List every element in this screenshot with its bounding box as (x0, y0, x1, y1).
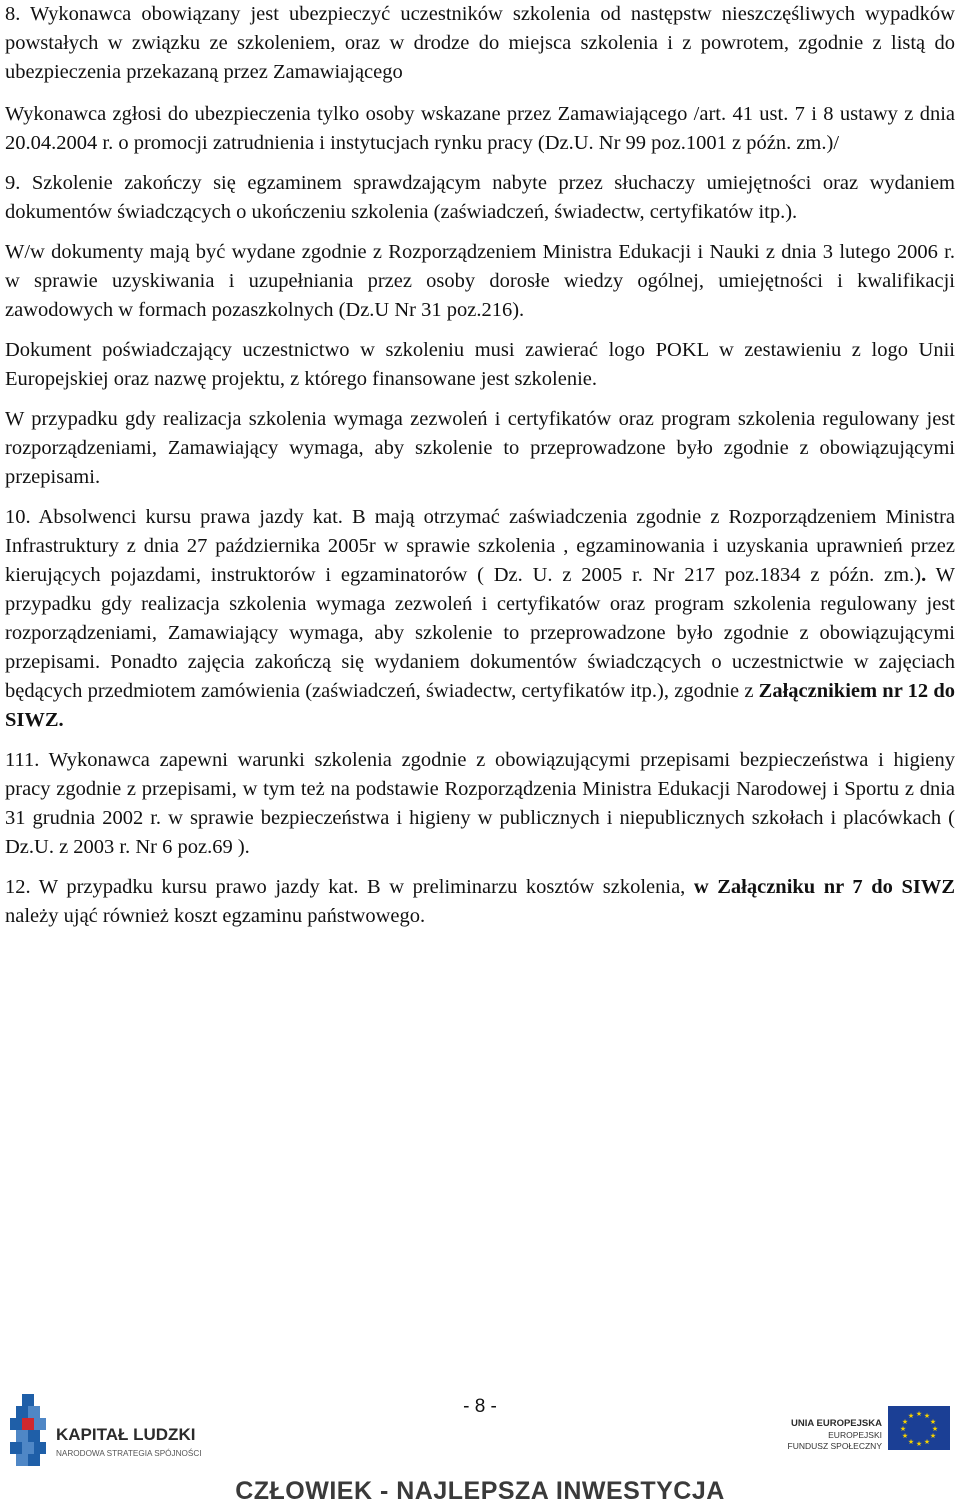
unia-europejska-logo (778, 1398, 956, 1468)
paragraph-10-text-1: 10. Absolwenci kursu prawa jazdy kat. B mają otrzymać zaświadczenia zgodnie z Rozporządzeniem Ministra Infrastruktury z dnia 27 października 2005r w sprawie szkolenia , egzaminowania i uzyskania uprawnień przez kierujących pojazdami, instruktorów i egzaminatorów ( Dz. U. z 2005 r. Nr 217 poz.1834 z późn. zm.) (5, 506, 955, 586)
paragraph-8-insurance: Wykonawca zgłosi do ubezpieczenia tylko osoby wskazane przez Zamawiającego /art. 41 ust. 7 i 8 ustawy z dnia 20.04.2004 r. o promocji zatrudnienia i instytucjach rynku pracy (Dz.U. Nr 99 poz.1001 z późn. zm.)/ (5, 103, 955, 154)
svg-text:★: ★ (931, 1425, 939, 1433)
kapital-ludzki-subtitle: NARODOWA STRATEGIA SPÓJNOŚCI (56, 1449, 202, 1458)
svg-text:★: ★ (915, 1440, 923, 1448)
page-number: - 8 - (463, 1396, 497, 1417)
eu-line-3: FUNDUSZ SPOŁECZNY (787, 1441, 882, 1451)
paragraph-9: 9. Szkolenie zakończy się egzaminem sprawdzającym nabyte przez słuchaczy umiejętności oraz wydaniem dokumentów świadczących o ukończeniu szkolenia (zaświadczeń, świadectw, certyfikatów itp.). (5, 172, 955, 223)
paragraph-11: 111. Wykonawca zapewni warunki szkolenia zgodnie z obowiązującymi przepisami bezpieczeństwa i higieny pracy zgodnie z przepisami, w tym też na podstawie Rozporządzenia Ministra Edukacji Narodowej i Sportu z dnia 31 grudnia 2002 r. w sprawie bezpieczeństwa i higieny w publicznych i niepublicznych szkołach i placówkach ( Dz.U. z 2003 r. Nr 6 poz.69 ). (5, 749, 955, 858)
svg-text:★: ★ (907, 1412, 915, 1420)
svg-text:★: ★ (923, 1438, 931, 1446)
document-body (5, 0, 955, 931)
paragraph-12 (5, 873, 955, 931)
eu-line-1: UNIA EUROPEJSKA (791, 1418, 882, 1429)
footer-slogan: CZŁOWIEK - NAJLEPSZA INWESTYCJA (235, 1477, 725, 1505)
eu-line-2: EUROPEJSKI (828, 1430, 882, 1440)
paragraph-10-attachment-ref: Załącznikiem nr 12 do SIWZ. (5, 680, 955, 731)
svg-text:★: ★ (923, 1412, 931, 1420)
paragraph-12-text-2: należy ująć również koszt egzaminu państwowego. (5, 905, 426, 927)
paragraph-9-permits: W przypadku gdy realizacja szkolenia wymaga zezwoleń i certyfikatów oraz program szkolenia regulowany jest rozporządzeniami, Zamawiający wymaga, aby szkolenie to przeprowadzone było zgodnie z obowiązującymi przepisami. (5, 408, 955, 488)
svg-text:★: ★ (901, 1418, 909, 1426)
svg-text:★: ★ (929, 1418, 937, 1426)
paragraph-9-documents: W/w dokumenty mają być wydane zgodnie z Rozporządzeniem Ministra Edukacji i Nauki z dnia 3 lutego 2006 r. w sprawie uzyskiwania i uzupełniania przez osoby dorosłe wiedzy ogólnej, umiejętności i kwalifikacji zawodowych w formach pozaszkolnych (Dz.U Nr 31 poz.216). (5, 241, 955, 321)
eu-flag-icon (888, 1406, 950, 1450)
paragraph-12-text-1: 12. W przypadku kursu prawo jazdy kat. B w preliminarzu kosztów szkolenia, (5, 876, 694, 898)
paragraph-8: 8. Wykonawca obowiązany jest ubezpieczyć uczestników szkolenia od następstw nieszczęśliwych wypadków powstałych w związku ze szkoleniem, oraz w drodze do miejsca szkolenia i z powrotem, zgodnie z listą do ubezpieczenia przekazaną przez Zamawiającego (5, 3, 955, 83)
kapital-ludzki-logo (8, 1392, 244, 1472)
svg-text:★: ★ (907, 1438, 915, 1446)
kapital-ludzki-emblem (10, 1394, 46, 1466)
svg-text:★: ★ (899, 1425, 907, 1433)
kapital-ludzki-title: KAPITAŁ LUDZKI (56, 1425, 196, 1444)
svg-text:★: ★ (929, 1432, 937, 1440)
paragraph-10-text-2: W przypadku gdy realizacja szkolenia wymaga zezwoleń i certyfikatów oraz program szkolenia regulowany jest rozporządzeniami, Zamawiający wymaga, aby szkolenie to przeprowadzone było zgodnie z obowiązującymi przepisami. Ponadto zajęcia zakończą się wydaniem dokumentów świadczących o uczestnictwie w zajęciach będących przedmiotem zamówienia (zaświadczeń, świadectw, certyfikatów itp.), zgodnie z (5, 564, 955, 702)
paragraph-10-bold-dot: . (921, 564, 927, 586)
paragraph-10 (5, 503, 955, 735)
svg-text:★: ★ (915, 1410, 923, 1418)
svg-text:★: ★ (901, 1432, 909, 1440)
paragraph-9-pokl-logo: Dokument poświadczający uczestnictwo w szkoleniu musi zawierać logo POKL w zestawieniu z logo Unii Europejskiej oraz nazwę projektu, z którego finansowane jest szkolenie. (5, 339, 955, 390)
paragraph-12-attachment-ref: w Załączniku nr 7 do SIWZ (693, 876, 955, 898)
